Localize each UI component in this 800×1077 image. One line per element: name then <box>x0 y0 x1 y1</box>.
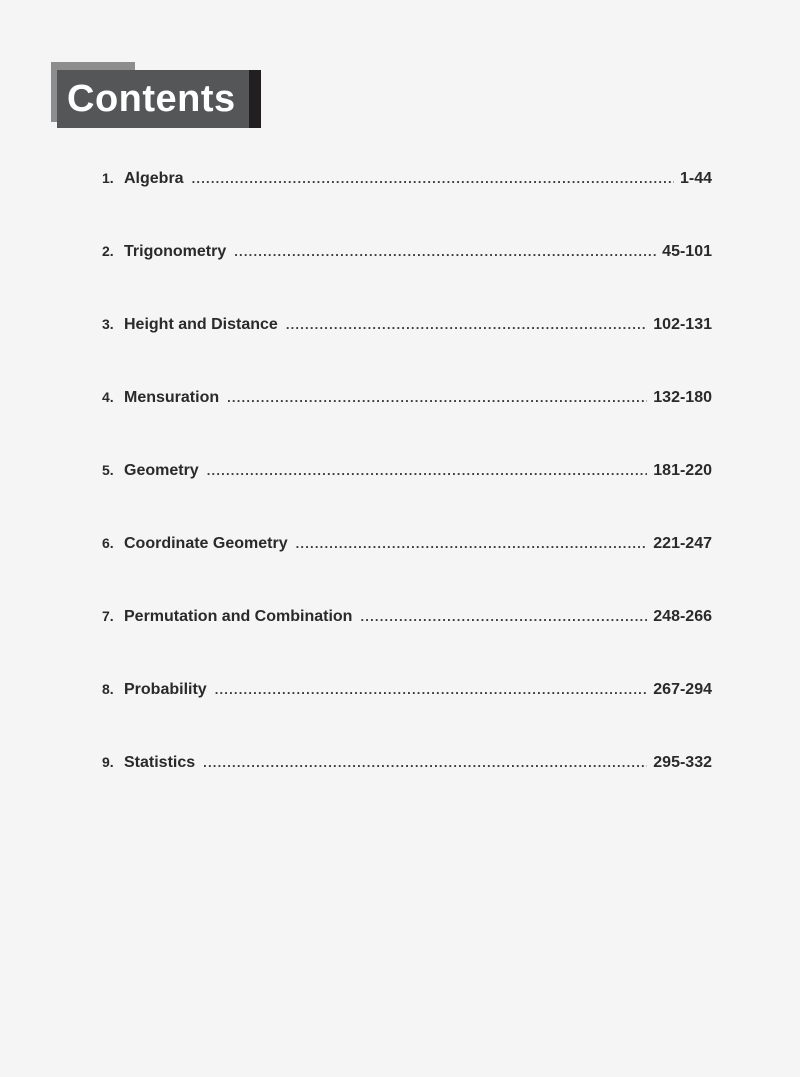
toc-entry-title: Coordinate Geometry <box>124 535 288 552</box>
toc-entry-probability[interactable] <box>102 681 712 754</box>
toc-entry-pages: 295-332 <box>653 754 712 771</box>
toc-entry-title: Statistics <box>124 754 196 771</box>
toc-dot-leader <box>360 609 647 624</box>
toc-dot-leader <box>207 463 648 478</box>
heading-box <box>57 70 249 128</box>
toc-dot-leader <box>286 317 647 332</box>
toc-entry-pages: 132-180 <box>653 389 712 406</box>
toc-entry-title: Permutation and Combination <box>124 608 353 625</box>
toc-entry-geometry[interactable] <box>102 462 712 535</box>
toc-dot-leader <box>203 755 647 770</box>
toc-entry-number: 8. <box>102 681 114 697</box>
toc-entry-pages: 45-101 <box>662 243 712 260</box>
toc-dot-leader <box>192 171 674 186</box>
toc-dot-leader <box>296 536 648 551</box>
toc-entry-number: 2. <box>102 243 114 259</box>
page-title: Contents <box>67 78 236 120</box>
toc-entry-title: Geometry <box>124 462 199 479</box>
toc-entry-pages: 221-247 <box>653 535 712 552</box>
table-of-contents <box>102 170 712 827</box>
toc-entry-pages: 102-131 <box>653 316 712 333</box>
toc-entry-number: 4. <box>102 389 114 405</box>
toc-dot-leader <box>215 682 648 697</box>
toc-entry-height-and-distance[interactable] <box>102 316 712 389</box>
toc-entry-number: 9. <box>102 754 114 770</box>
toc-entry-title: Algebra <box>124 170 184 187</box>
toc-dot-leader <box>227 390 647 405</box>
toc-entry-pages: 248-266 <box>653 608 712 625</box>
toc-entry-number: 3. <box>102 316 114 332</box>
toc-entry-trigonometry[interactable] <box>102 243 712 316</box>
toc-entry-pages: 1-44 <box>679 170 712 187</box>
toc-entry-coordinate-geometry[interactable] <box>102 535 712 608</box>
heading-accent-bar <box>249 70 261 128</box>
toc-entry-title: Height and Distance <box>124 316 278 333</box>
contents-heading <box>51 62 261 128</box>
toc-entry-number: 7. <box>102 608 114 624</box>
toc-entry-algebra[interactable] <box>102 170 712 243</box>
toc-entry-title: Probability <box>124 681 207 698</box>
toc-entry-permutation-and-combination[interactable] <box>102 608 712 681</box>
toc-entry-mensuration[interactable] <box>102 389 712 462</box>
toc-entry-title: Mensuration <box>124 389 220 406</box>
toc-entry-pages: 181-220 <box>653 462 712 479</box>
toc-entry-pages: 267-294 <box>653 681 712 698</box>
toc-entry-title: Trigonometry <box>124 243 227 260</box>
toc-dot-leader <box>234 244 656 259</box>
toc-entry-statistics[interactable] <box>102 754 712 827</box>
toc-entry-number: 6. <box>102 535 114 551</box>
toc-entry-number: 5. <box>102 462 114 478</box>
toc-entry-number: 1. <box>102 170 114 186</box>
